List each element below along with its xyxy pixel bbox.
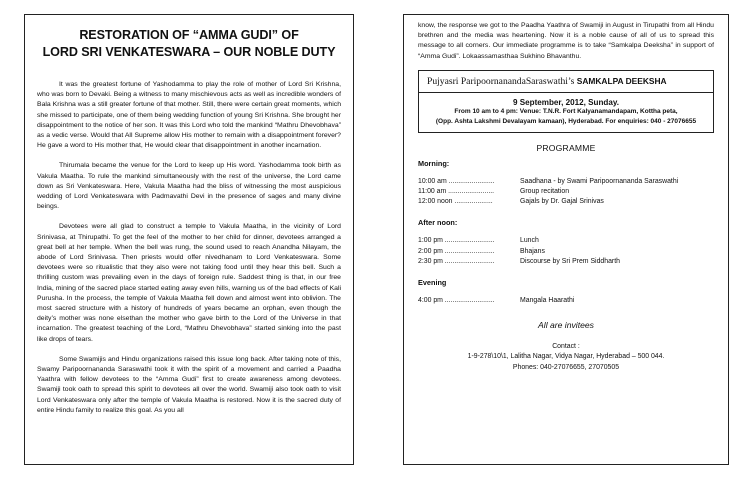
schedule-time: 4:00 pm .......................... xyxy=(418,297,495,305)
section-heading-morning: Morning: xyxy=(418,158,450,168)
continued-paragraph: know, the response we got to the Paadha Yaathra of Swamiji in August in Tirupathi from all Hindu brethren and the media was heartening. Now it is a noble cause of all of us to spread this message to all corners. Our immediate programme is to take “Samkalpa Deeksha” in support of “Amma Gudi”. Lokaassamasthaa Sukhino Bhavanthu. xyxy=(418,22,714,60)
schedule-activity: Group recitation xyxy=(520,188,570,196)
schedule-row xyxy=(418,247,714,257)
event-title-bold: SAMKALPA DEEKSHA xyxy=(576,75,667,86)
schedule-time: 1:00 pm .......................... xyxy=(418,237,495,245)
schedule-time: 2:00 pm .......................... xyxy=(418,247,495,255)
section-heading-evening: Evening xyxy=(418,278,447,288)
contact-address: 1-9-278\10\1, Lalitha Nagar, Vidya Nagar, Hyderabad – 500 044. xyxy=(467,353,665,361)
schedule-activity: Bhajans xyxy=(520,247,545,255)
event-venue-line-1: From 10 am to 4 pm: Venue: T.N.R. Fort Kalyanamandapam, Kottha peta, xyxy=(454,107,678,115)
paragraph: It was the greatest fortune of Yashodamma to play the role of mother of Lord Sri Krishna, who was born to Devaki. Being a witness to many mischievous acts as well as incredible wonders of Bala Krishna was a still greater fortune of that mother. Still, there were certain great moments, which she missed to participate, one of them being wedding function of young Sri Krishna. She brought her disappointment to the notice of her son. It was this Lord who told the mankind “Mathru Dhevobhava” as a vedic verse. Would that All Supreme allow His mother to remain with a disappointment forever? He gave a word to His mother that, He would clear that disappointment in another incarnation. xyxy=(37,81,341,150)
invitation-text: All are invitees xyxy=(538,320,594,331)
paragraph: Some Swamijis and Hindu organizations raised this issue long back. After taking note of this, Swamy Paripoornananda Saraswathi took it with the spirit of a movement and carried a Paadha Yaathra with fellow devotees to the “Amma Gudi” first to create awareness among devotees. Swamiji took oath to spread this spirit to devotees all over the world. Swamiji also took oath to visit Lord Venkateswara only after the temple of Vakula Maatha is restored. Now it is the sacred duty of entire Hindu family to realize this goal. As you all xyxy=(37,355,341,414)
contact-label: Contact : xyxy=(552,343,580,351)
schedule-row xyxy=(418,197,714,207)
schedule-row xyxy=(418,187,714,197)
event-title-prefix: Pujyasri ParipoornanandaSaraswathi’s xyxy=(427,75,575,87)
right-page xyxy=(403,14,729,465)
schedule-row xyxy=(418,296,714,306)
paragraph: Devotees were all glad to construct a temple to Vakula Maatha, in the vicinity of Lord Srinivasa, at Thirupathi. To get the feel of the mother to her child for dinner, devotees arranged a great bell at her temple. When the bell was rung, the sound used to reach Anandha Nilayam, the abode of Lord Srinivasa. Then priests would offer nivedhanam to Lord Venkateswara. Some devotees were so ritualistic that they also were not taking food until they hear this bell. Such a thrilling custom was prevailing even in the days of foreign rule. Saddest thing is that, in our free India, mining of the sacred place started eating away even hills, warning us of the bad effects of Kali Purusha. In the process, the temple of Vakula Maatha fell down and almost went into oblivion. The most sacred structure with a history of hundreds of years became an orphan, even though the deity’s mother was none elsethan the mother who gave birth to the Lord of the Universe in that incarnation. The greatest teaching of the Lord, “Mathru Dhevobhava” started sinking into the past like drops of tears. xyxy=(37,223,341,343)
schedule-time: 11:00 am ........................ xyxy=(418,188,495,196)
schedule-row xyxy=(418,177,714,187)
paragraph: Thirumala became the venue for the Lord to keep up His word. Yashodamma took birth as Vakula Maatha. To rule the mankind simultaneously with the rest of the universe, the Lord came down as Sri Venkateswara. Here, Vakula Maatha had the bliss of witnessing the most auspicious wedding of Lord Venkateswara with Padmavathi Devi in the presence of sages and many divine beings. xyxy=(37,162,341,211)
schedule-time: 12:00 noon .................... xyxy=(418,198,493,206)
afternoon-rows xyxy=(418,236,714,267)
contact-phones: Phones: 040-27076655, 27070505 xyxy=(512,363,620,371)
schedule-time: 10:00 am ........................ xyxy=(418,177,495,185)
article-body xyxy=(37,80,341,416)
schedule-row xyxy=(418,236,714,246)
schedule-activity: Lunch xyxy=(520,237,539,245)
programme-heading: PROGRAMME xyxy=(536,142,596,153)
schedule-activity: Mangala Haarathi xyxy=(520,297,575,305)
schedule-activity: Saadhana - by Swami Paripoornananda Saraswathi xyxy=(520,177,679,185)
event-box xyxy=(418,70,714,133)
programme-schedule xyxy=(418,159,714,306)
event-date: 9 September, 2012, Sunday. xyxy=(512,97,620,107)
article-title xyxy=(37,27,341,61)
schedule-row xyxy=(418,257,714,267)
schedule-activity: Discourse by Sri Prem Siddharth xyxy=(520,257,620,265)
schedule-activity: Gajals by Dr. Gajal Srinivas xyxy=(520,198,604,206)
evening-rows xyxy=(418,296,714,306)
event-title xyxy=(419,75,713,93)
title-line-2: LORD SRI VENKATESWARA – OUR NOBLE DUTY xyxy=(42,45,336,59)
contact-block xyxy=(418,342,714,373)
event-venue-line-2: (Opp. Ashta Lakshmi Devalayam kamaan), Hyderabad. For enquiries: 040 - 27076655 xyxy=(435,117,697,125)
schedule-time: 2:30 pm .......................... xyxy=(418,257,495,265)
section-heading-afternoon: After noon: xyxy=(418,218,458,228)
title-line-1: RESTORATION OF “AMMA GUDI” OF xyxy=(79,28,299,42)
left-page xyxy=(24,14,354,465)
morning-rows xyxy=(418,177,714,208)
